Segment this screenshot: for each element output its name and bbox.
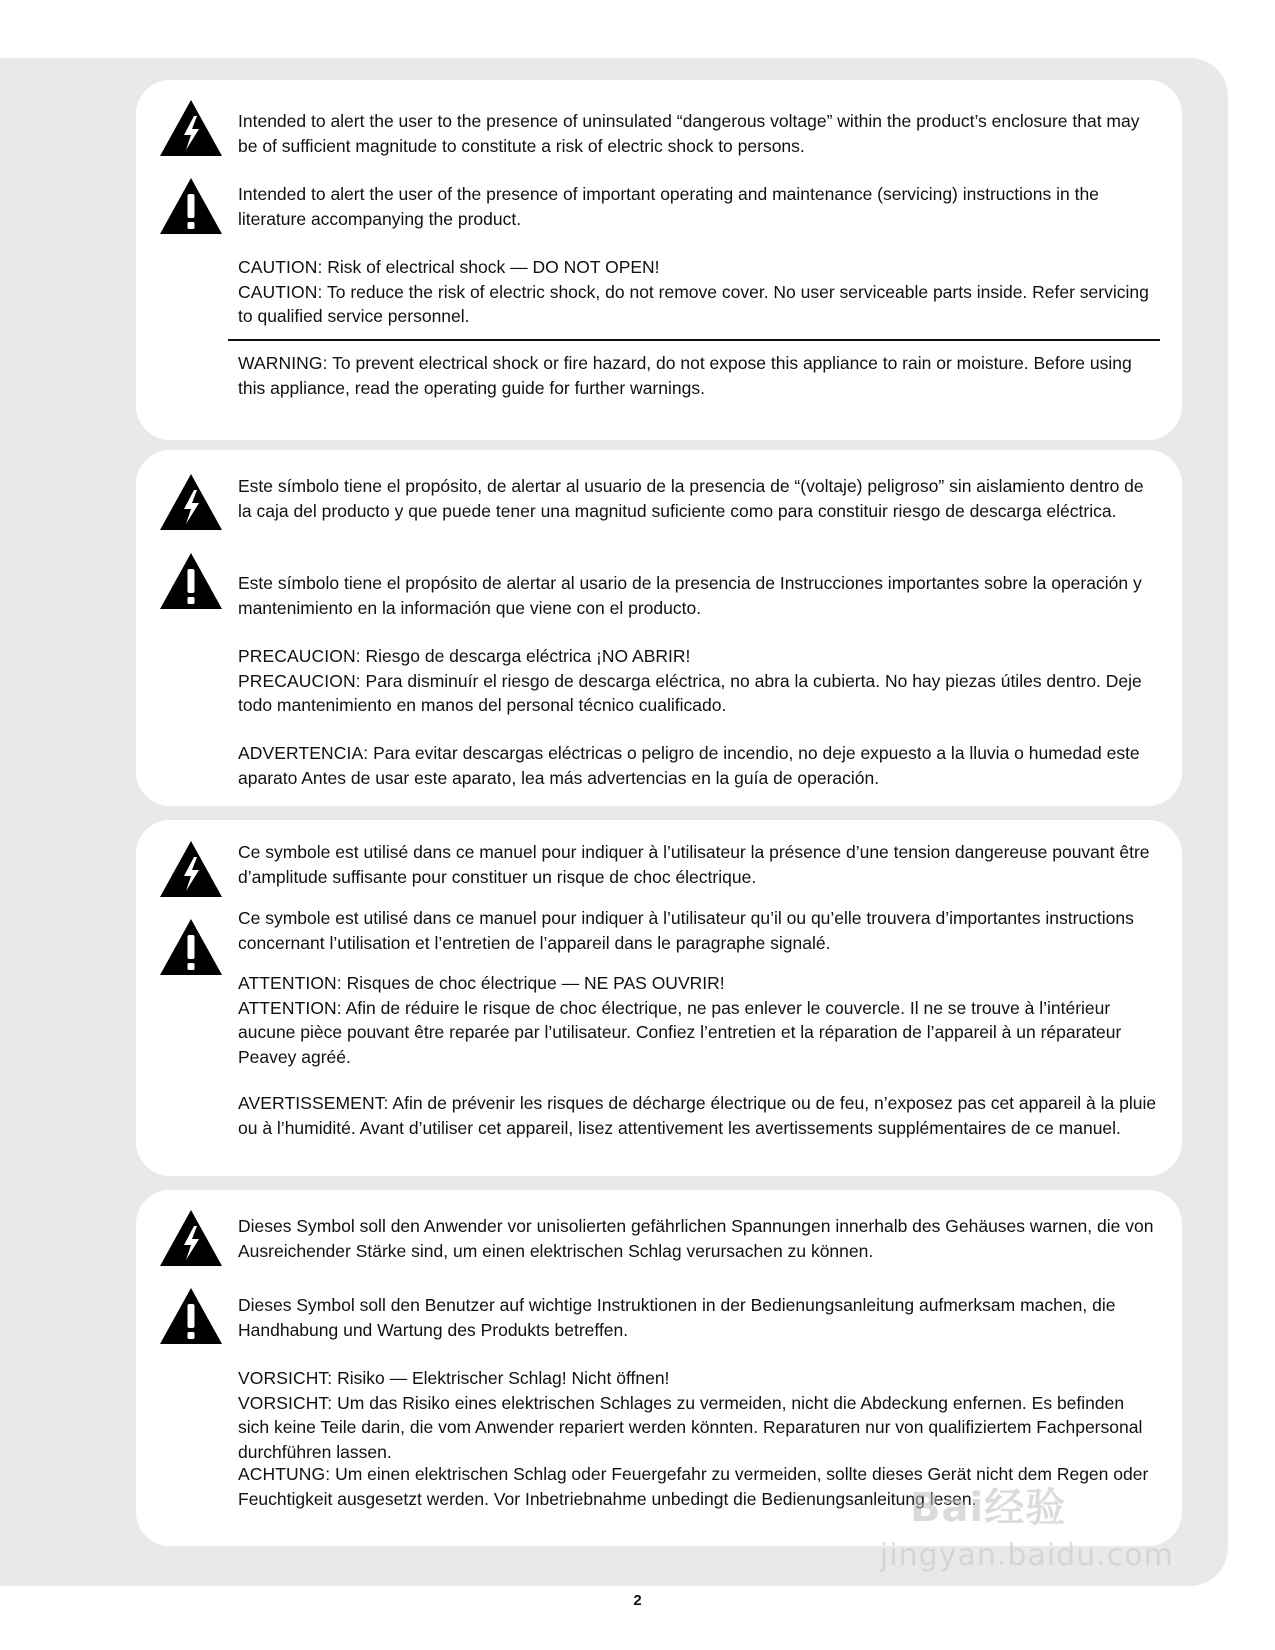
caution-block [238,255,1160,329]
caution-text: Risques de choc électrique — NE PAS OUVRIR! [341,973,725,993]
warning-text: Afin de prévenir les risques de décharge électrique ou de feu, n’exposez pas cet appareil à la pluie ou à l’humidité. Avant d’utiliser cet appareil, lisez attentivement les avertissements supplémentaires de ce manuel. [238,1093,1157,1138]
warning-label: ADVERTENCIA: [238,743,369,763]
warning-block [238,741,1160,790]
safety-panel-english [136,80,1182,440]
watermark-logo: Bai经验 [910,1485,1067,1531]
caution-text: To reduce the risk of electric shock, do not remove cover. No user serviceable parts inside. Refer servicing to qualified service personnel. [238,281,1149,326]
caution-text: Risk of electrical shock — DO NOT OPEN! [322,257,660,277]
caution-block [238,644,1160,718]
caution-text: Risiko — Elektrischer Schlag! Nicht öffnen! [332,1368,670,1388]
warning-text: Um einen elektrischen Schlag oder Feuergefahr zu vermeiden, sollte dieses Gerät nicht dem Regen oder Feuchtigkeit ausgesetzt werden. Vor Inbetriebnahme unbedingt die Bedienungsanleitung lesen. [238,1464,1149,1509]
caution-text: Riesgo de descarga eléctrica ¡NO ABRIR! [360,646,691,666]
warning-block [238,1091,1160,1140]
voltage-warning-text: Dieses Symbol soll den Anwender vor unisolierten gefährlichen Spannungen innerhalb des Gehäuses warnen, die von Ausreichender Stärke sind, um einen elektrischen Schlag verursachen zu können. [238,1216,1154,1261]
exclamation-triangle-icon [158,551,224,611]
warning-label: WARNING: [238,353,328,373]
lightning-bolt-triangle-icon [158,98,224,158]
caution-text: Afin de réduire le risque de choc électrique, ne pas enlever le couvercle. Il ne se trouve à l’intérieur aucune pièce pouvant être reparée par l’utilisateur. Confiez l’entretien et la réparation de l’appareil à un réparateur Peavey agréé. [238,997,1122,1067]
caution-label: VORSICHT: [238,1368,333,1388]
lightning-bolt-triangle-icon [158,1208,224,1268]
watermark-url: jingyan.baidu.com [880,1538,1174,1573]
caution-label: ATTENTION: [238,997,342,1018]
warning-label: AVERTISSEMENT: [238,1093,389,1113]
safety-panel-spanish [136,450,1182,806]
voltage-warning-text: Intended to alert the user to the presence of uninsulated “dangerous voltage” within the product’s enclosure that may be of sufficient magnitude to constitute a risk of electric shock to persons. [238,111,1140,156]
caution-label: ATTENTION: [238,973,342,993]
exclamation-warning-text: Dieses Symbol soll den Benutzer auf wichtige Instruktionen in der Bedienungsanleitung aufmerksam machen, die Handhabung und Wartung des Produkts betreffen. [238,1295,1116,1340]
caution-label: CAUTION: [238,257,323,277]
caution-block [238,1366,1160,1464]
page-number: 2 [633,1592,642,1609]
caution-label: VORSICHT: [238,1392,333,1413]
lightning-bolt-triangle-icon [158,472,224,532]
exclamation-triangle-icon [158,1286,224,1346]
exclamation-warning-text: Intended to alert the user of the presence of important operating and maintenance (servicing) instructions in the literature accompanying the product. [238,184,1099,229]
voltage-warning-text: Este símbolo tiene el propósito, de alertar al usuario de la presencia de “(voltaje) peligroso” sin aislamiento dentro de la caja del producto y que puede tener una magnitud suficiente como para constituir riesgo de descarga eléctrica. [238,476,1144,521]
exclamation-warning-text: Ce symbole est utilisé dans ce manuel pour indiquer à l’utilisateur qu’il ou qu’elle trouvera d’importantes instructions concernant l’utilisation et l’entretien de l’appareil dans le paragraphe signalé. [238,908,1134,953]
caution-text: Para disminuír el riesgo de descarga eléctrica, no abra la cubierta. No hay piezas útiles dentro. Deje todo mantenimiento en manos del personal técnico cualificado. [238,670,1142,715]
lightning-bolt-triangle-icon [158,839,224,899]
caution-label: PRECAUCION: [238,670,361,691]
warning-text: Para evitar descargas eléctricas o peligro de incendio, no deje expuesto a la lluvia o humedad este aparato Antes de usar este aparato, lea más advertencias en la guía de operación. [238,743,1140,788]
exclamation-triangle-icon [158,917,224,977]
warning-block [238,351,1160,400]
caution-block [238,971,1160,1069]
voltage-warning-text: Ce symbole est utilisé dans ce manuel pour indiquer à l’utilisateur la présence d’une tension dangereuse pouvant être d’amplitude suffisante pour constituer un risque de choc électrique. [238,842,1150,887]
section-divider [228,339,1160,341]
warning-label: ACHTUNG: [238,1464,331,1484]
caution-label: CAUTION: [238,281,323,302]
exclamation-triangle-icon [158,176,224,236]
safety-panel-french [136,820,1182,1176]
caution-label: PRECAUCION: [238,646,361,666]
caution-text: Um das Risiko eines elektrischen Schlages zu vermeiden, nicht die Abdeckung enfernen. Es befinden sich keine Teile darin, die vom Anwender repariert werden könnten. Reparaturen nur von qualifiziertem Fachpersonal durchführen lassen. [238,1392,1143,1462]
baidu-watermark [880,1476,1200,1596]
warning-text: To prevent electrical shock or fire hazard, do not expose this appliance to rain or moisture. Before using this appliance, read the operating guide for further warnings. [238,353,1132,398]
exclamation-warning-text: Este símbolo tiene el propósito de alertar al usario de la presencia de Instrucciones importantes sobre la operación y mantenimiento en la información que viene con el producto. [238,573,1142,618]
